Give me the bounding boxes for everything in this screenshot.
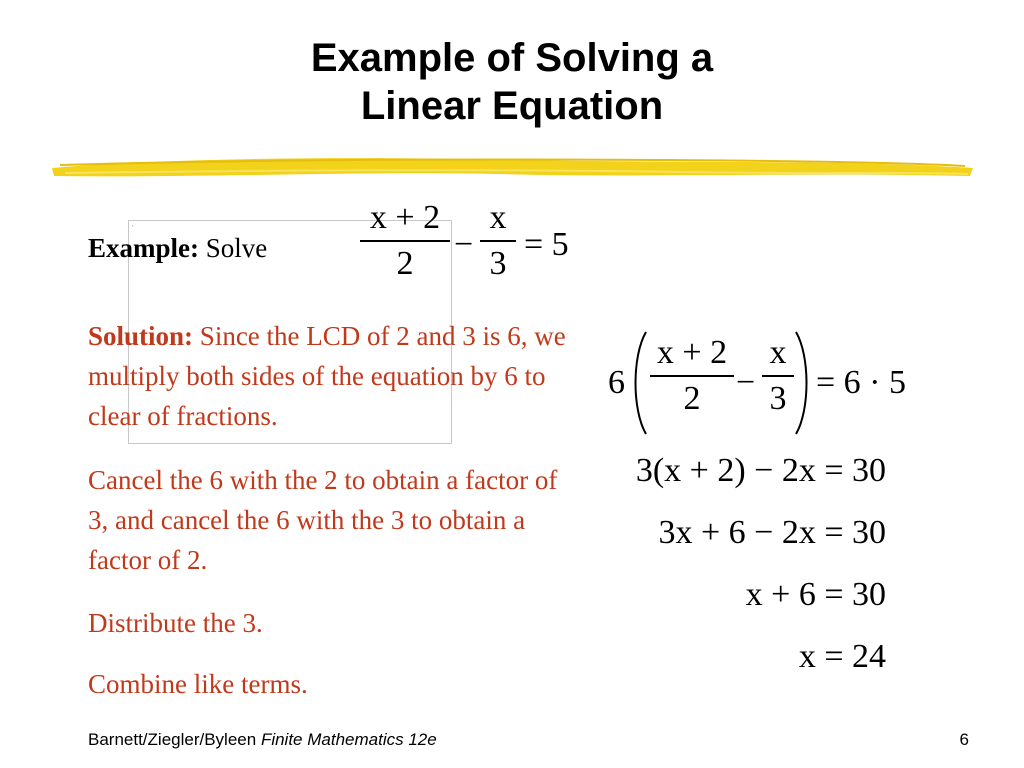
equation-step-1 bbox=[608, 330, 908, 436]
footer-book-title: Finite Mathematics 12e bbox=[260, 730, 437, 749]
step1-fraction-2-numerator: x bbox=[769, 334, 787, 371]
fraction-2-numerator: x bbox=[489, 199, 507, 236]
step1-rhs: = 6 · 5 bbox=[816, 364, 906, 401]
example-text: Solve bbox=[205, 233, 268, 263]
footer-authors: Barnett/Ziegler/Byleen bbox=[88, 730, 257, 749]
fraction-2-denominator: 3 bbox=[489, 245, 507, 282]
step1-fraction-2 bbox=[762, 333, 794, 419]
left-paren bbox=[630, 330, 650, 436]
equation-step-3: 3x + 6 − 2x = 30 bbox=[658, 514, 886, 551]
fraction-2 bbox=[480, 198, 516, 284]
step1-fraction-1-denominator: 2 bbox=[683, 380, 701, 417]
brush-stroke-divider bbox=[50, 148, 975, 184]
title-line-2: Linear Equation bbox=[360, 84, 664, 128]
minus-sign: − bbox=[454, 226, 474, 263]
fraction-1-denominator: 2 bbox=[396, 245, 414, 282]
step-combine: Combine like terms. bbox=[88, 669, 308, 699]
title-line-1: Example of Solving a bbox=[310, 36, 714, 80]
equation-step-5: x = 24 bbox=[798, 638, 886, 675]
step1-fraction-1 bbox=[650, 333, 734, 419]
fraction-1 bbox=[360, 198, 450, 284]
example-label: Example: bbox=[88, 233, 199, 263]
step1-minus: − bbox=[736, 364, 756, 401]
step-cancel: Cancel the 6 with the 2 to obtain a factor of 3, and cancel the 6 with the 3 to obtain a factor of 2. bbox=[88, 465, 558, 575]
fraction-1-numerator: x + 2 bbox=[369, 199, 441, 236]
step1-fraction-1-numerator: x + 2 bbox=[656, 334, 728, 371]
slide-title bbox=[0, 34, 1024, 130]
step1-fraction-2-denominator: 3 bbox=[769, 380, 787, 417]
solution-paragraph bbox=[88, 316, 588, 436]
right-paren bbox=[792, 330, 812, 436]
problem-equation bbox=[360, 198, 590, 298]
equation-step-2: 3(x + 2) − 2x = 30 bbox=[635, 452, 886, 489]
example-line bbox=[88, 228, 267, 268]
placeholder-mark: ▪ bbox=[132, 223, 134, 228]
equals-five: = 5 bbox=[524, 226, 569, 263]
footer-citation bbox=[88, 730, 437, 750]
slide-number: 6 bbox=[959, 730, 969, 749]
step-distribute: Distribute the 3. bbox=[88, 608, 263, 638]
solution-text: Since the LCD of 2 and 3 is 6, we multiply both sides of the equation by 6 to clear of fractions. bbox=[88, 321, 566, 431]
solution-label: Solution: bbox=[88, 321, 194, 351]
equation-step-4: x + 6 = 30 bbox=[745, 576, 886, 613]
leading-six: 6 bbox=[608, 364, 625, 401]
